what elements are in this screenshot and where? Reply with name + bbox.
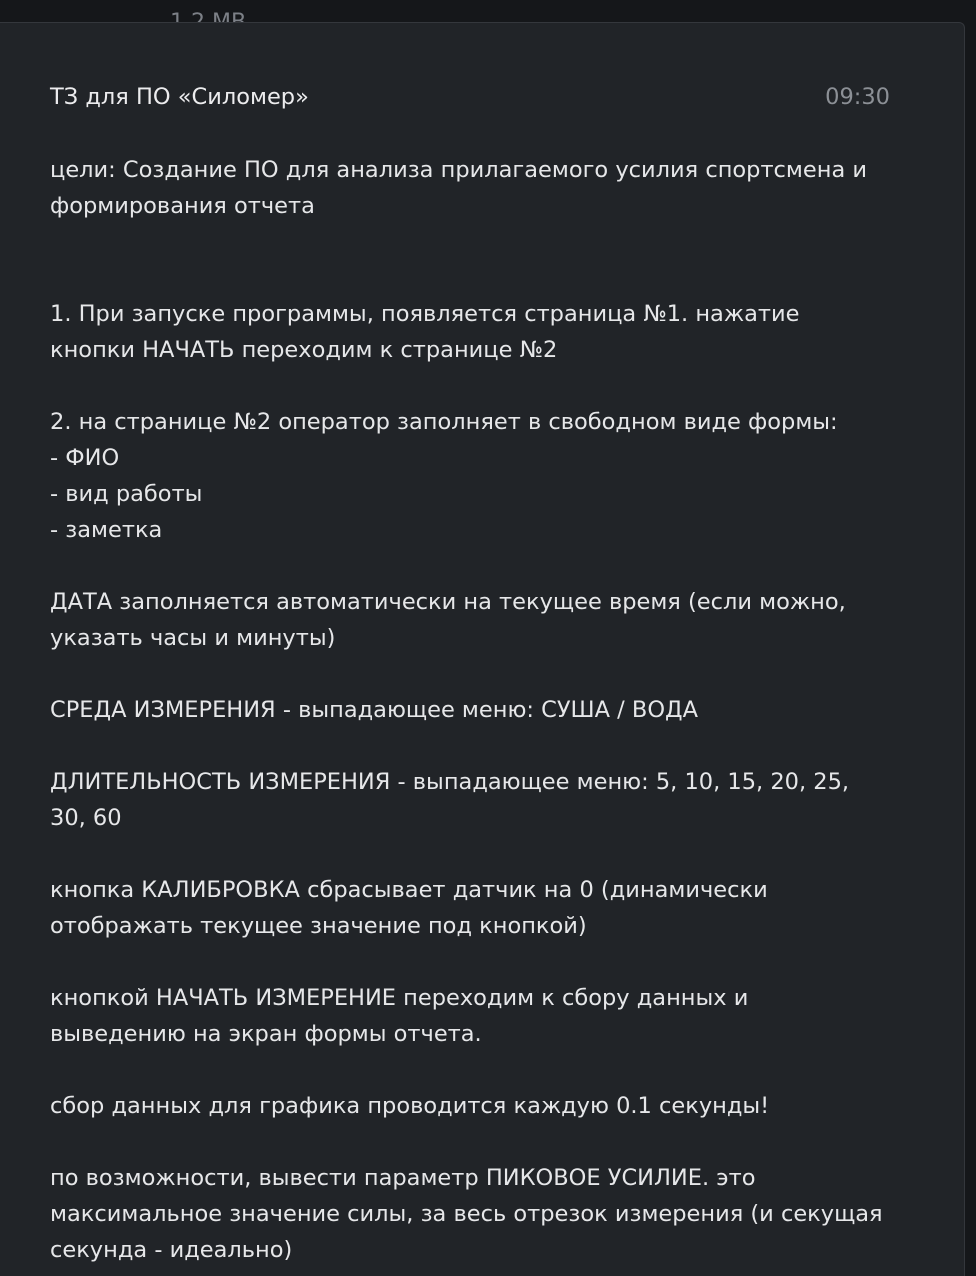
blank-line <box>50 656 910 692</box>
blank-line <box>50 836 910 872</box>
message-line: отображать текущее значение под кнопкой) <box>50 913 587 939</box>
message-line: по возможности, вывести параметр ПИКОВОЕ УСИЛИЕ. это <box>50 1165 756 1191</box>
blank-line <box>50 728 910 764</box>
blank-line <box>50 224 910 260</box>
message-line: СРЕДА ИЗМЕРЕНИЯ - выпадающее меню: СУША / ВОДА <box>50 697 699 723</box>
message-line: формирования отчета <box>50 193 315 219</box>
blank-line <box>50 1124 910 1160</box>
message-line: ДЛИТЕЛЬНОСТЬ ИЗМЕРЕНИЯ - выпадающее меню: 5, 10, 15, 20, 25, <box>50 769 850 795</box>
message-line: выведению на экран формы отчета. <box>50 1021 482 1047</box>
message-line: 30, 60 <box>50 805 122 831</box>
blank-line <box>50 1052 910 1088</box>
message-line: - вид работы <box>50 481 203 507</box>
message-line: кнопкой НАЧАТЬ ИЗМЕРЕНИЕ переходим к сбору данных и <box>50 985 749 1011</box>
message-line: указать часы и минуты) <box>50 625 336 651</box>
message-timestamp: 09:30 <box>825 84 890 110</box>
blank-line <box>50 368 910 404</box>
message-line: цели: Создание ПО для анализа прилагаемого усилия спортсмена и <box>50 157 868 183</box>
message-line: сбор данных для графика проводится каждую 0.1 секунды! <box>50 1093 770 1119</box>
message-line: 1. При запуске программы, появляется страница №1. нажатие <box>50 301 800 327</box>
blank-line <box>50 944 910 980</box>
message-line: 2. на странице №2 оператор заполняет в свободном виде формы: <box>50 409 838 435</box>
message-header <box>50 79 890 115</box>
message-line: секунда - идеально) <box>50 1237 293 1263</box>
message-title: ТЗ для ПО «Силомер» <box>50 84 309 110</box>
message-line: кнопка КАЛИБРОВКА сбрасывает датчик на 0 (динамически <box>50 877 768 903</box>
message-line: - заметка <box>50 517 163 543</box>
message-text <box>50 152 910 1268</box>
message-line: - ФИО <box>50 445 120 471</box>
blank-line <box>50 260 910 296</box>
message-line: максимальное значение силы, за весь отрезок измерения (и секущая <box>50 1201 883 1227</box>
message-line: ДАТА заполняется автоматически на текущее время (если можно, <box>50 589 846 615</box>
blank-line <box>50 548 910 584</box>
message-line: кнопки НАЧАТЬ переходим к странице №2 <box>50 337 558 363</box>
